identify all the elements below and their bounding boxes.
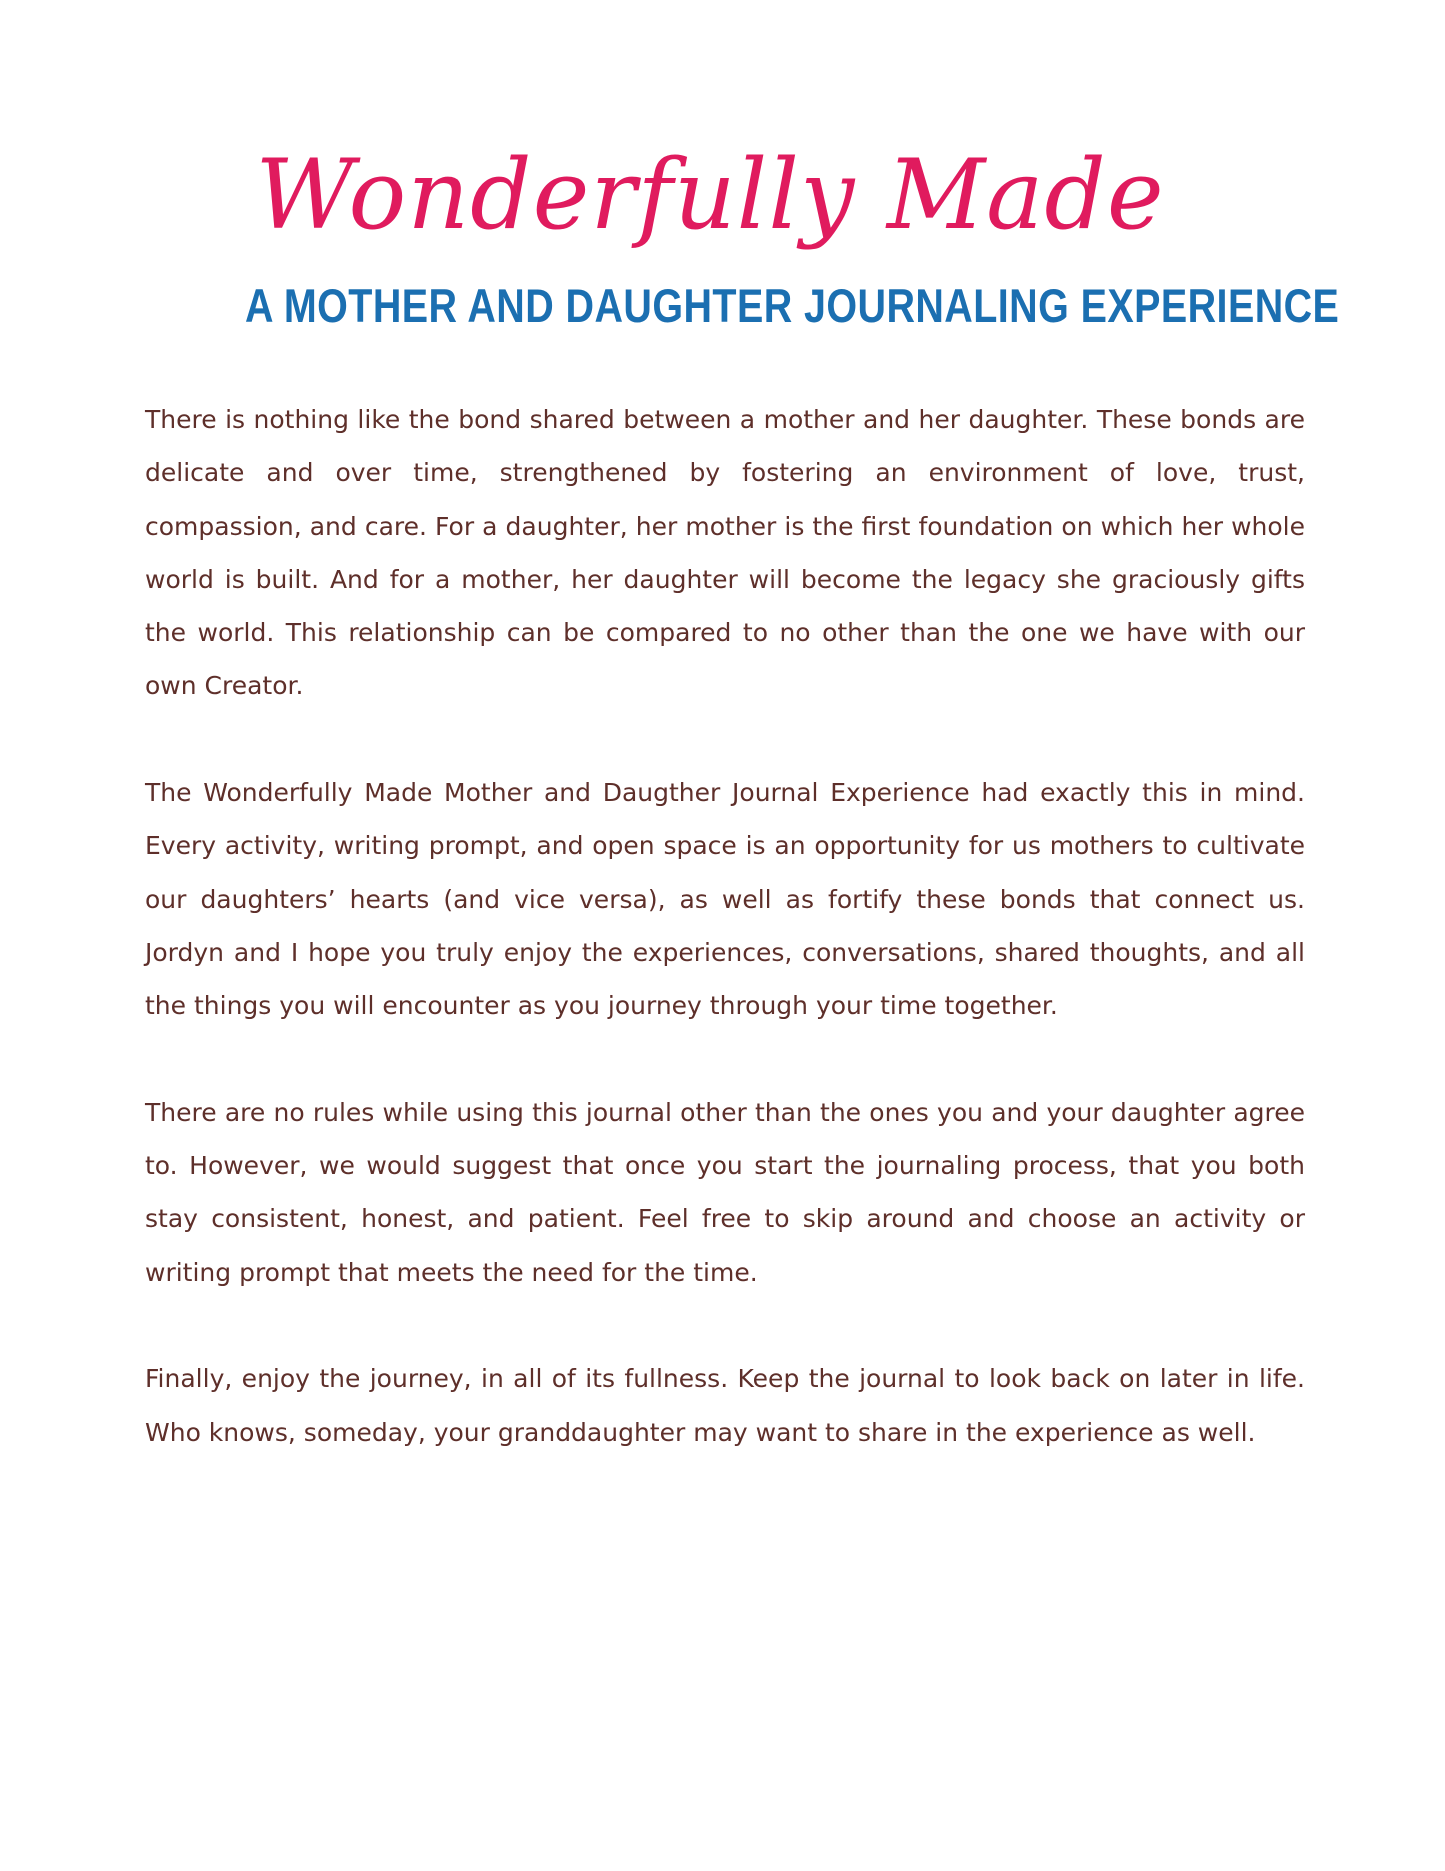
paragraph-intro: There is nothing like the bond shared between a mother and her daughter. These bonds are delicate and over time, strengthened by fostering an environment of love, trust, compassion, and care. For a daughter, her mother is the first foundation on which her whole world is built. And for a mother, her daughter will become the legacy she graciously gifts the world. This relationship can be compared to no other than the one we have with our own Creator. xyxy=(145,405,1305,701)
paragraph-rules: There are no rules while using this journal other than the ones you and your daughter agree to. However, we would suggest that once you start the journaling process, that you both stay consistent, honest, and patient. Feel free to skip around and choose an activity or writing prompt that meets the need for the time. xyxy=(145,1097,1305,1287)
body-text xyxy=(145,393,1305,1512)
paragraph-closing: Finally, enjoy the journey, in all of its fullness. Keep the journal to look back on later in life. Who knows, someday, your granddaughter may want to share in the experience as well. xyxy=(145,1364,1305,1447)
paragraph-purpose: The Wonderfully Made Mother and Daugther Journal Experience had exactly this in mind. Every activity, writing prompt, and open space is an opportunity for us mothers to cultivate our daughters’ hearts (and vice versa), as well as fortify these bonds that connect us. Jordyn and I hope you truly enjoy the experiences, conversations, shared thoughts, and all the things you will encounter as you journey through your time together. xyxy=(145,778,1305,1021)
page-title: Wonderfully Made xyxy=(255,139,1165,251)
page-subtitle: A MOTHER AND DAUGHTER JOURNALING EXPERIENCE xyxy=(245,279,1340,332)
